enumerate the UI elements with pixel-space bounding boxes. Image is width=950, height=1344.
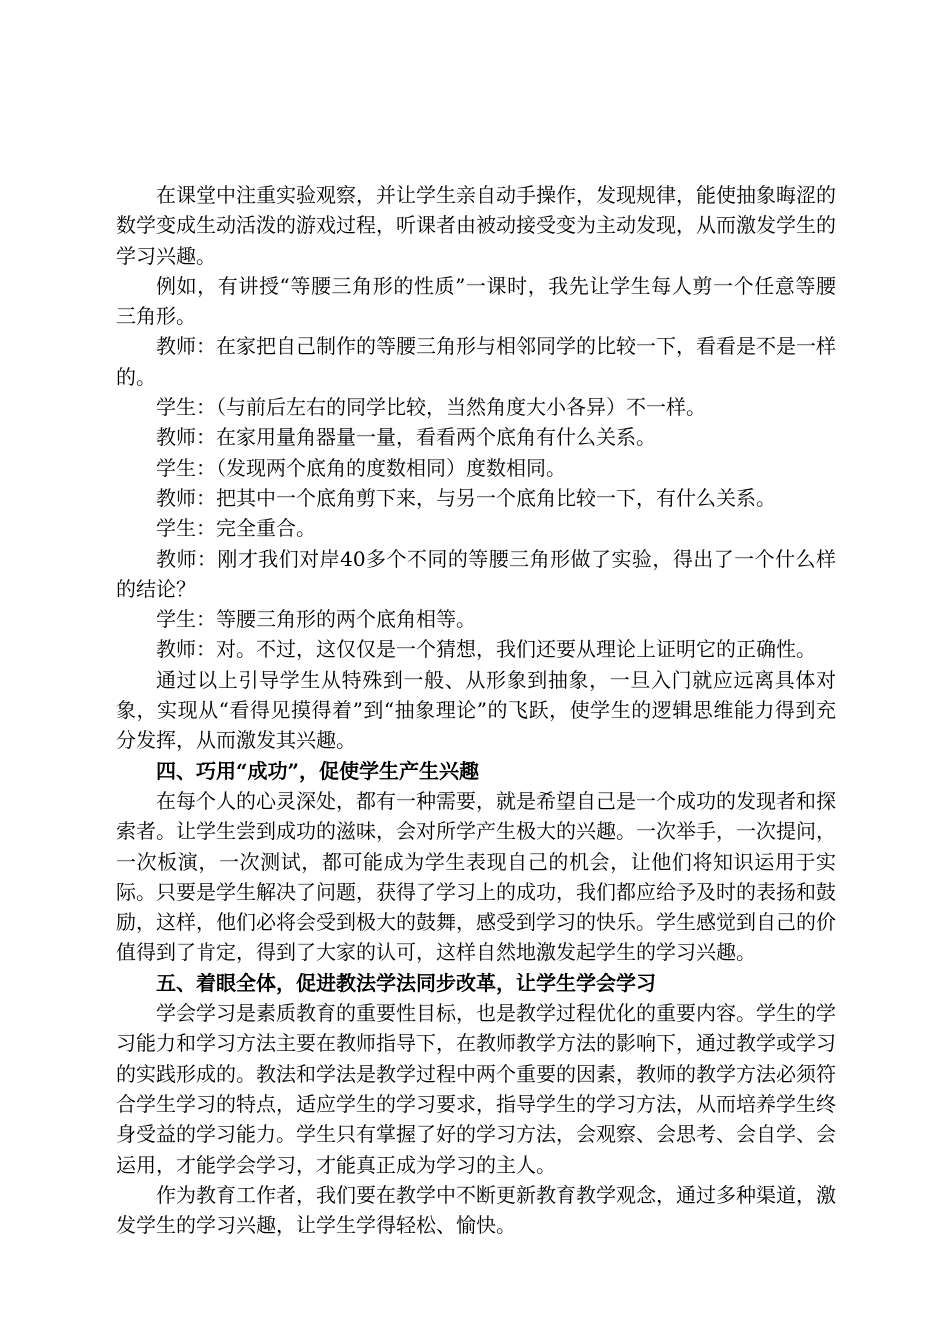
dialogue-line: 教师：刚才我们对岸40多个不同的等腰三角形做了实验，得出了一个什么样的结论？ <box>116 546 836 601</box>
paragraph: 通过以上引导学生从特殊到一般、从形象到抽象，一旦入门就应远离具体对象，实现从“看得见摸得着”到“抽象理论”的飞跃，使学生的逻辑思维能力得到充分发挥，从而激发其兴趣。 <box>116 667 836 753</box>
document-body <box>116 180 836 1240</box>
dialogue-line: 教师：把其中一个底角剪下来，与另一个底角比较一下，有什么关系。 <box>156 485 776 510</box>
dialogue-line: 学生：（发现两个底角的度数相同）度数相同。 <box>156 455 566 480</box>
section-heading-4: 四、巧用“成功”，促使学生产生兴趣 <box>156 758 480 783</box>
paragraph: 作为教育工作者，我们要在教学中不断更新教育教学观念，通过多种渠道，激发学生的学习兴趣，让学生学得轻松、愉快。 <box>116 1182 836 1238</box>
dialogue-line: 教师：在家把自己制作的等腰三角形与相邻同学的比较一下，看看是不是一样的。 <box>116 334 836 389</box>
section-heading-5: 五、着眼全体，促进教法学法同步改革，让学生学会学习 <box>156 970 656 995</box>
paragraph: 在课堂中注重实验观察，并让学生亲自动手操作，发现规律，能使抽象晦涩的数学变成生动活泼的游戏过程，听课者由被动接受变为主动发现，从而激发学生的学习兴趣。 <box>116 183 836 268</box>
paragraph: 在每个人的心灵深处，都有一种需要，就是希望自己是一个成功的发现者和探索者。让学生尝到成功的滋味，会对所学产生极大的兴趣。一次举手，一次提问，一次板演，一次测试，都可能成为学生表现自己的机会，让他们将知识运用于实际。只要是学生解决了问题，获得了学习上的成功，我们都应给予及时的表扬和鼓励，这样，他们必将会受到极大的鼓舞，感受到学习的快乐。学生感觉到自己的价值得到了肯定，得到了大家的认可，这样自然地激发起学生的学习兴趣。 <box>116 788 836 965</box>
paragraph: 例如，有讲授“等腰三角形的性质”一课时，我先让学生每人剪一个任意等腰三角形。 <box>116 273 836 329</box>
dialogue-line: 教师：对。不过，这仅仅是一个猜想，我们还要从理论上证明它的正确性。 <box>156 637 816 662</box>
paragraph: 学会学习是素质教育的重要性目标，也是教学过程优化的重要内容。学生的学习能力和学习方法主要在教师指导下，在教师教学方法的影响下，通过教学或学习的实践形成的。教法和学法是教学过程中两个重要的因素，教师的教学方法必须符合学生学习的特点，适应学生的学习要求，指导学生的学习方法，从而培养学生终身受益的学习能力。学生只有掌握了好的学习方法，会观察、会思考、会自学、会运用，才能学会学习，才能真正成为学习的主人。 <box>116 1001 836 1177</box>
dialogue-line: 学生：等腰三角形的两个底角相等。 <box>156 607 476 632</box>
dialogue-line: 学生：（与前后左右的同学比较，当然角度大小各异）不一样。 <box>156 395 706 420</box>
dialogue-line: 学生：完全重合。 <box>156 516 316 541</box>
dialogue-line: 教师：在家用量角器量一量，看看两个底角有什么关系。 <box>156 425 656 450</box>
